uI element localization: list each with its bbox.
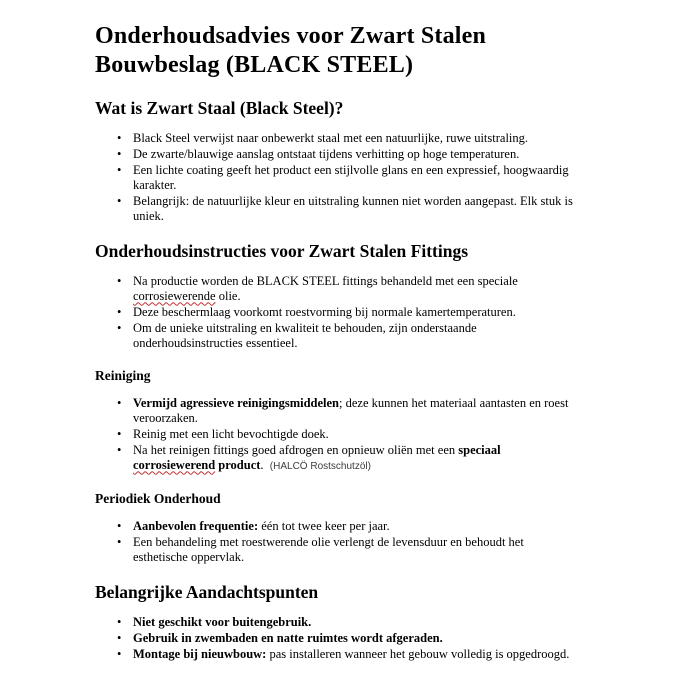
bullet-list [95,615,577,662]
document-title: Onderhoudsadvies voor Zwart Stalen Bouwbeslag (BLACK STEEL) [95,23,487,79]
list-item [115,147,577,162]
text-run: Vermijd agressieve reinigingsmiddelen [133,395,340,410]
text-run: Een behandeling met roestwerende olie verlengt de levensduur en behoudt het esthetische oppervlak. [133,534,524,564]
text-run: Reinig met een licht bevochtigde doek. [133,426,329,441]
text-run: één tot twee keer per jaar. [258,518,390,533]
text-run: De zwarte/blauwige aanslag ontstaat tijdens verhitting op hoge temperaturen. [133,146,520,161]
text-run: Een lichte coating geeft het product een stijlvolle glans en een expressief, hoogwaardig karakter. [133,162,569,192]
text-run: pas installeren wanneer het gebouw volledig is opgedroogd. [266,646,570,661]
list-item [115,274,577,304]
text-run: Aanbevolen frequentie: [133,518,259,533]
document-body [95,98,595,662]
text-run: . [260,457,270,472]
text-run: speciaal [458,442,501,457]
misspelled-word: corrosiewerend [133,457,216,472]
text-run: Niet geschikt voor buitengebruik. [133,614,312,629]
list-item [115,427,577,442]
text-run: Black Steel verwijst naar onbewerkt staal met een natuurlijke, ruwe uitstraling. [133,130,529,145]
list-item [115,535,577,565]
list-item [115,163,577,193]
bullet-list [95,131,577,224]
section-heading: Belangrijke Aandachtspunten [95,581,319,602]
list-item [115,131,577,146]
list-item [115,396,577,426]
text-run: olie. [215,288,241,303]
subsection-heading: Reiniging [95,367,151,383]
text-run: product [215,457,261,472]
text-run: Belangrijk: de natuurlijke kleur en uitstraling kunnen niet worden aangepast. Elk stuk is uniek. [133,193,573,223]
bullet-list [95,519,577,565]
text-run: Montage bij nieuwbouw: [133,646,267,661]
text-run: ; deze kunnen het materiaal aantasten en roest veroorzaken. [133,395,569,425]
bullet-list [95,396,577,474]
text-run: Na het reinigen fittings goed afdrogen en opnieuw oliën met een [133,442,459,457]
misspelled-word: corrosiewerende [133,288,216,303]
text-run: Gebruik in zwembaden en natte ruimtes wordt afgeraden. [133,630,443,645]
list-item [115,194,577,224]
text-run: Om de unieke uitstraling en kwaliteit te behouden, zijn onderstaande onderhoudsinstructies essentieel. [133,320,477,350]
section-heading: Onderhoudsinstructies voor Zwart Stalen Fittings [95,240,469,261]
list-item [115,305,577,320]
text-run: Na productie worden de BLACK STEEL fittings behandeld met een speciale [133,273,518,288]
list-item [115,615,577,630]
subsection-heading: Periodiek Onderhoud [95,490,221,506]
list-item [115,321,577,351]
list-item [115,443,577,474]
list-item [115,519,577,534]
product-note: (HALCÖ Rostschutzöl) [269,460,371,472]
list-item [115,647,577,662]
bullet-list [95,274,577,351]
section-heading: Wat is Zwart Staal (Black Steel)? [95,97,344,118]
list-item [115,631,577,646]
text-run: Deze beschermlaag voorkomt roestvorming bij normale kamertemperaturen. [133,304,516,319]
